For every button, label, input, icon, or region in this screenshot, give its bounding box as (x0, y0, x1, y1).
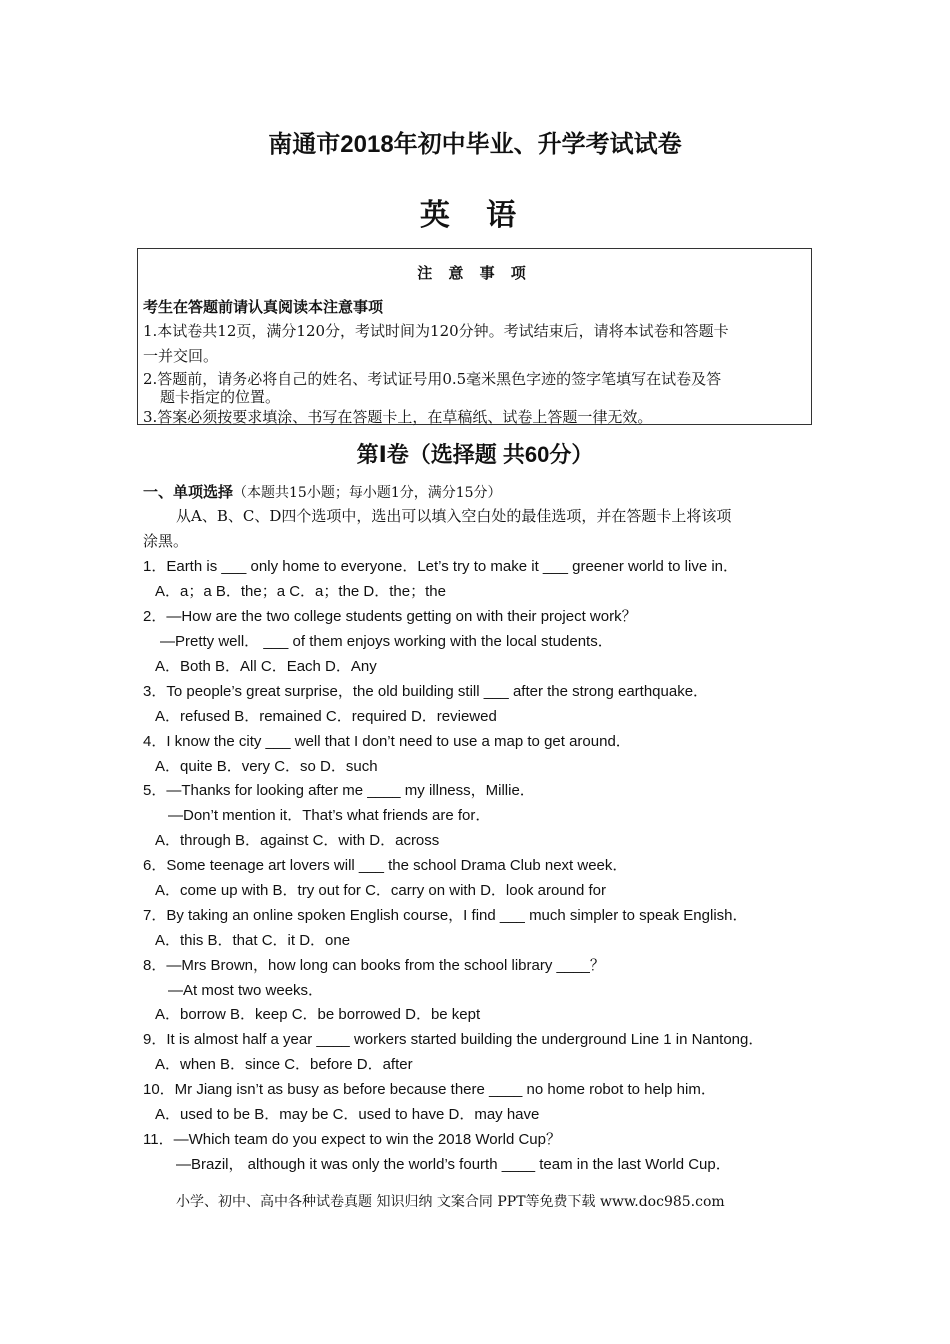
question-dialogue: —Pretty well． ___ of them enjoys working with the local students． (160, 633, 613, 650)
notice-line: 1.本试卷共12页，满分120分，考试时间为120分钟。考试结束后，请将本试卷和答题卡 (143, 322, 729, 340)
question-stem: 1．Earth is ___ only home to everyone．Let’s try to make it ___ greener world to live in． (143, 558, 739, 575)
question-stem: 11．—Which team do you expect to win the 2018 World Cup？ (143, 1131, 561, 1148)
subject-title: 英 语 (419, 199, 531, 232)
question-stem: 6．Some teenage art lovers will ___ the school Drama Club next week． (143, 857, 628, 874)
notice-line: 2.答题前，请务必将自己的姓名、考试证号用0.5毫米黑色字迹的签字笔填写在试卷及答 (143, 370, 722, 388)
question-options: A．borrow B．keep C．be borrowed D．be kept (155, 1006, 481, 1023)
question-options: A．come up with B．try out for C．carry on with D．look around for (155, 882, 606, 899)
notice-line: 题卡指定的位置。 (160, 388, 281, 406)
part-title: 第Ⅰ卷（选择题 共60分） (356, 442, 594, 467)
question-stem: 5．—Thanks for looking after me ____ my illness，Millie． (143, 782, 535, 799)
question-stem: 10．Mr Jiang isn’t as busy as before because there ____ no home robot to help him． (143, 1081, 716, 1098)
question-stem: 2．—How are the two college students getting on with their project work？ (143, 608, 637, 625)
question-stem: 7．By taking an online spoken English course，I find ___ much simpler to speak English． (143, 907, 748, 924)
question-options: A．a；a B．the；a C．a；the D．the；the (155, 583, 446, 600)
notice-title: 注 意 事 项 (417, 265, 532, 282)
question-dialogue: —Brazil， although it was only the world’s fourth ____ team in the last World Cup． (176, 1156, 731, 1173)
question-options: A．refused B．remained C．required D．reviewed (155, 708, 497, 725)
question-options: A．Both B．All C．Each D．Any (155, 658, 377, 675)
question-stem: 3．To people’s great surprise，the old building still ___ after the strong earthquake． (143, 683, 709, 700)
section-note: （本题共15小题；每小题1分，满分15分） (233, 485, 502, 501)
question-stem: 9．It is almost half a year ____ workers started building the underground Line 1 in Nantong． (143, 1031, 764, 1048)
notice-subtitle: 考生在答题前请认真阅读本注意事项 (143, 299, 384, 316)
instruction-line: 涂黑。 (143, 532, 189, 550)
section-heading (143, 481, 502, 502)
notice-line: 一并交回。 (143, 347, 219, 365)
question-dialogue: —Don’t mention it．That’s what friends are for． (168, 807, 491, 824)
question-stem: 4．I know the city ___ well that I don’t need to use a map to get around． (143, 733, 631, 750)
notice-line: 3.答案必须按要求填涂、书写在答题卡上，在草稿纸、试卷上答题一律无效。 (143, 408, 653, 426)
question-options: A．through B．against C．with D．across (155, 832, 440, 849)
question-options: A．this B．that C．it D．one (155, 932, 351, 949)
question-options: A．quite B．very C．so D．such (155, 758, 378, 775)
instruction-line: 从A、B、C、D四个选项中，选出可以填入空白处的最佳选项，并在答题卡上将该项 (176, 507, 732, 525)
section-heading-label: 一、单项选择 (143, 484, 234, 501)
question-stem: 8．—Mrs Brown，how long can books from the school library ____？ (143, 957, 605, 974)
question-dialogue: —At most two weeks． (168, 982, 324, 999)
exam-title: 南通市2018年初中毕业、升学考试试卷 (268, 131, 682, 158)
question-options: A．used to be B．may be C．used to have D．may have (155, 1106, 540, 1123)
page-footer: 小学、初中、高中各种试卷真题 知识归纳 文案合同 PPT等免费下载 www.doc985.com (176, 1194, 725, 1210)
question-options: A．when B．since C．before D．after (155, 1056, 413, 1073)
